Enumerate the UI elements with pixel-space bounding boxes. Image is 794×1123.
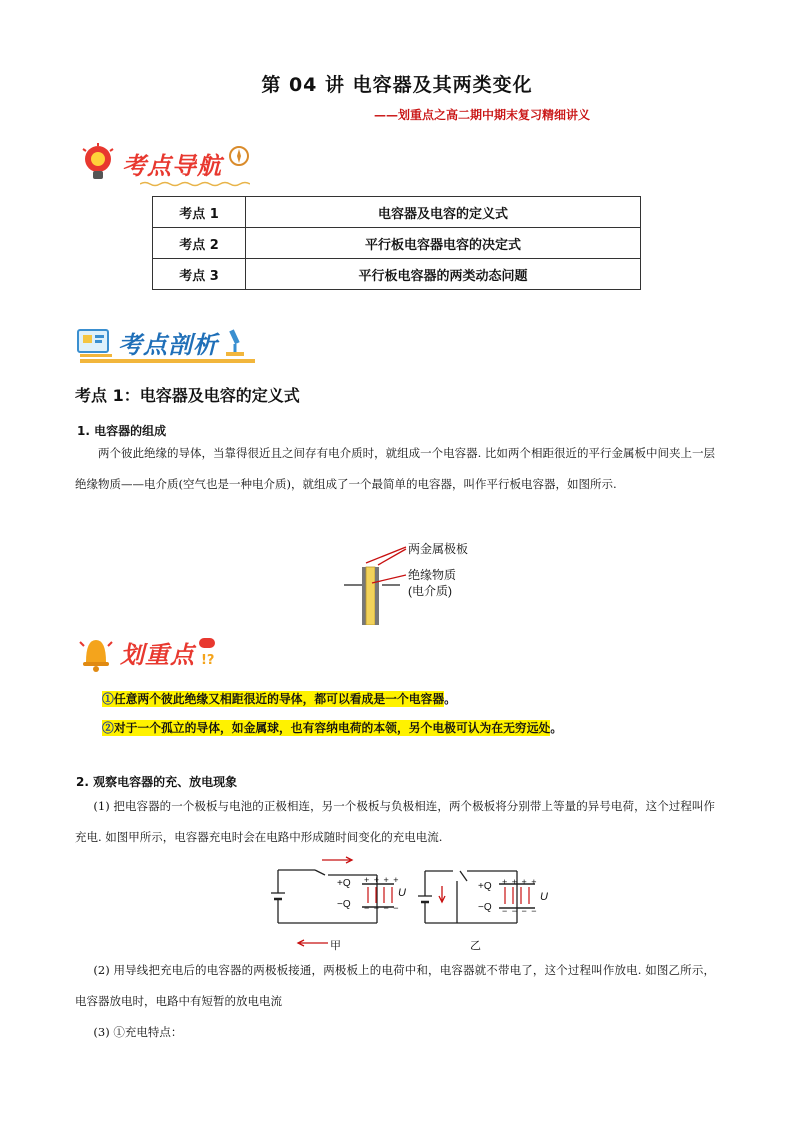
banner-analysis — [76, 325, 248, 360]
label-insulator: 绝缘物质 — [408, 568, 457, 582]
topic-label: 考点 2 — [153, 228, 246, 259]
paragraph-charging-features: (3) ①充电特点： — [93, 1025, 183, 1039]
paragraph-composition: 两个彼此绝缘的导体，当靠得很近且之间存有电介质时，就组成一个电容器. 比如两个相距很近的平行金属板中间夹上一层绝缘物质——电介质(空气也是一种电介质)，就组成了一个最简单的电容器，叫作平行板电容器，如图所示. — [75, 446, 715, 491]
label-minus-q: −Q — [478, 902, 492, 913]
label-voltage: U — [540, 891, 548, 903]
attention-icon — [197, 636, 219, 668]
table-row — [153, 259, 641, 290]
topic-name: 平行板电容器的两类动态问题 — [246, 259, 641, 290]
highlight-num: ② — [102, 721, 114, 735]
lightbulb-icon — [80, 143, 116, 183]
banner-underline — [80, 359, 255, 364]
label-plus-signs: + + + + — [364, 875, 400, 885]
label-plus-q: +Q — [337, 878, 351, 889]
highlight-end: 。 — [550, 721, 563, 735]
paragraph-charging: (1) 把电容器的一个极板与电池的正极相连，另一个极板与负极相连，两个极板将分别带上等量的异号电荷，这个过程叫作充电. 如图甲所示，电容器充电时会在电路中形成随时间变化的充电电流. — [75, 799, 715, 844]
label-minus-q: −Q — [337, 899, 351, 910]
topic-label: 考点 3 — [153, 259, 246, 290]
table-row — [153, 197, 641, 228]
highlight-text: 任意两个彼此绝缘又相距很近的导体，都可以看成是一个电容器 — [113, 692, 445, 706]
highlight-text: 对于一个孤立的导体，如金属球，也有容纳电荷的本领，另个电极可认为在无穷远处 — [113, 721, 551, 735]
label-minus-signs: − − − − — [502, 906, 538, 916]
microscope-icon — [222, 328, 248, 358]
subsection-title-2: 2. 观察电容器的充、放电现象 — [76, 775, 238, 789]
banner-navigation — [80, 143, 250, 183]
banner-key-points-text: 划重点 — [120, 640, 195, 669]
banner-analysis-text: 考点剖析 — [118, 331, 218, 359]
paragraph-discharging: (2) 用导线把充电后的电容器的两极板接通，两极板上的电荷中和，电容器就不带电了，这个过程叫作放电. 如图乙所示，电容器放电时，电路中有短暂的放电电流 — [75, 963, 715, 1008]
table-row — [153, 228, 641, 259]
wavy-underline — [140, 181, 250, 187]
label-minus-signs: − − − − — [364, 903, 400, 913]
topic-label: 考点 1 — [153, 197, 246, 228]
board-icon — [76, 326, 114, 360]
highlight-end: 。 — [444, 692, 456, 706]
section-title: 考点 1：电容器及电容的定义式 — [75, 386, 300, 405]
highlight-2 — [102, 719, 562, 736]
compass-icon — [228, 145, 250, 167]
highlight-1 — [102, 690, 456, 707]
label-plates: 两金属极板 — [408, 542, 469, 556]
banner-navigation-text: 考点导航 — [122, 151, 222, 180]
topic-name: 电容器及电容的定义式 — [246, 197, 641, 228]
svg-text:!?: !? — [201, 653, 215, 668]
banner-key-points — [78, 632, 219, 672]
label-dielectric: (电介质) — [408, 584, 452, 598]
subsection-title-1: 1. 电容器的组成 — [77, 424, 167, 438]
page-subtitle: ——划重点之高二期中期末复习精细讲义 — [373, 108, 590, 122]
page-title: 第 04 讲 电容器及其两类变化 — [261, 74, 533, 96]
topic-name: 平行板电容器电容的决定式 — [246, 228, 641, 259]
label-fig-b: 乙 — [470, 940, 481, 952]
label-fig-a: 甲 — [330, 940, 341, 952]
highlight-num: ① — [102, 692, 114, 706]
label-voltage: U — [398, 887, 406, 899]
label-plus-q: +Q — [478, 881, 492, 892]
bell-icon — [78, 632, 114, 672]
label-plus-signs: + + + + — [502, 877, 538, 887]
topic-table — [152, 196, 641, 290]
